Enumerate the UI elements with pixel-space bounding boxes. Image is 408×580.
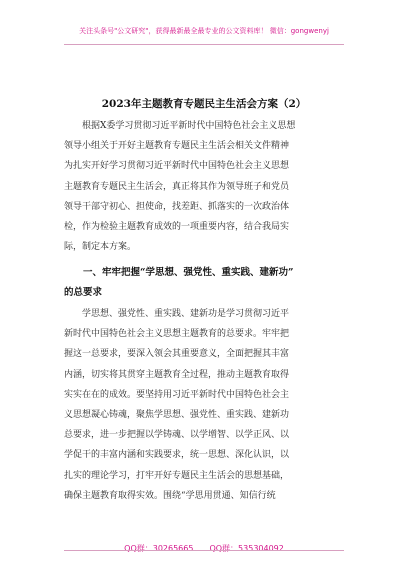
section-1-paragraph [64,304,346,506]
footer-qq-groups: QQ群：30265665 QQ群：535304092 [124,544,284,553]
paragraph-line: 主题教育专题民主生活会，真正将其作为领导班子和党员 [64,181,290,192]
footer-divider [64,550,344,551]
paragraph-line: 检，作为检验主题教育成效的一项重要内容，结合我局实 [64,221,290,232]
paragraph-line: 内涵，切实将其贯穿主题教育全过程，推动主题教育取得 [64,369,290,380]
heading-line: 一、牢牢把握“学思想、强党性、重实践、建新功” [64,267,294,278]
paragraph-line: 根据X委学习贯彻习近平新时代中国特色社会主义思想 [64,121,296,131]
header-divider [64,44,344,45]
header-banner: 关注头条号"公文研究"，获得最新最全最专业的公文资料库！ 微信：gongwenyj [79,27,329,35]
paragraph-line: 际，制定本方案。 [64,242,137,253]
paragraph-line: 扎实的理论学习，打牢开好专题民主生活会的思想基础， [64,470,290,481]
paragraph-line: 学促干的丰富内涵和实践要求，统一思想、深化认识，以 [64,450,290,461]
paragraph-line: 为扎实开好学习贯彻习近平新时代中国特色社会主义思想 [64,161,290,172]
paragraph-line: 实实在在的成效。要坚持用习近平新时代中国特色社会主 [64,389,290,400]
paragraph-line: 领导干部守初心、担使命，找差距、抓落实的一次政治体 [64,201,290,212]
section-heading-1 [64,263,346,303]
paragraph-line: 学思想、强党性、重实践、建新功是学习贯彻习近平 [64,309,290,319]
paragraph-line: 总要求，进一步把握以学铸魂、以学增智、以学正风、以 [64,430,290,441]
document-title: 2023年主题教育专题民主生活会方案（2） [101,98,307,110]
intro-paragraph [64,116,346,257]
paragraph-line: 义思想凝心铸魂，聚焦学思想、强党性、重实践、建新功 [64,409,290,420]
heading-line: 的总要求 [64,287,103,299]
paragraph-line: 领导小组关于开好主题教育专题民主生活会相关文件精神 [64,141,290,152]
paragraph-line: 确保主题教育取得实效。围绕“学思用贯通、知信行统 [64,490,276,501]
paragraph-line: 新时代中国特色社会主义思想主题教育的总要求。牢牢把 [64,329,290,340]
paragraph-line: 握这一总要求，要深入领会其重要意义，全面把握其丰富 [64,349,290,360]
